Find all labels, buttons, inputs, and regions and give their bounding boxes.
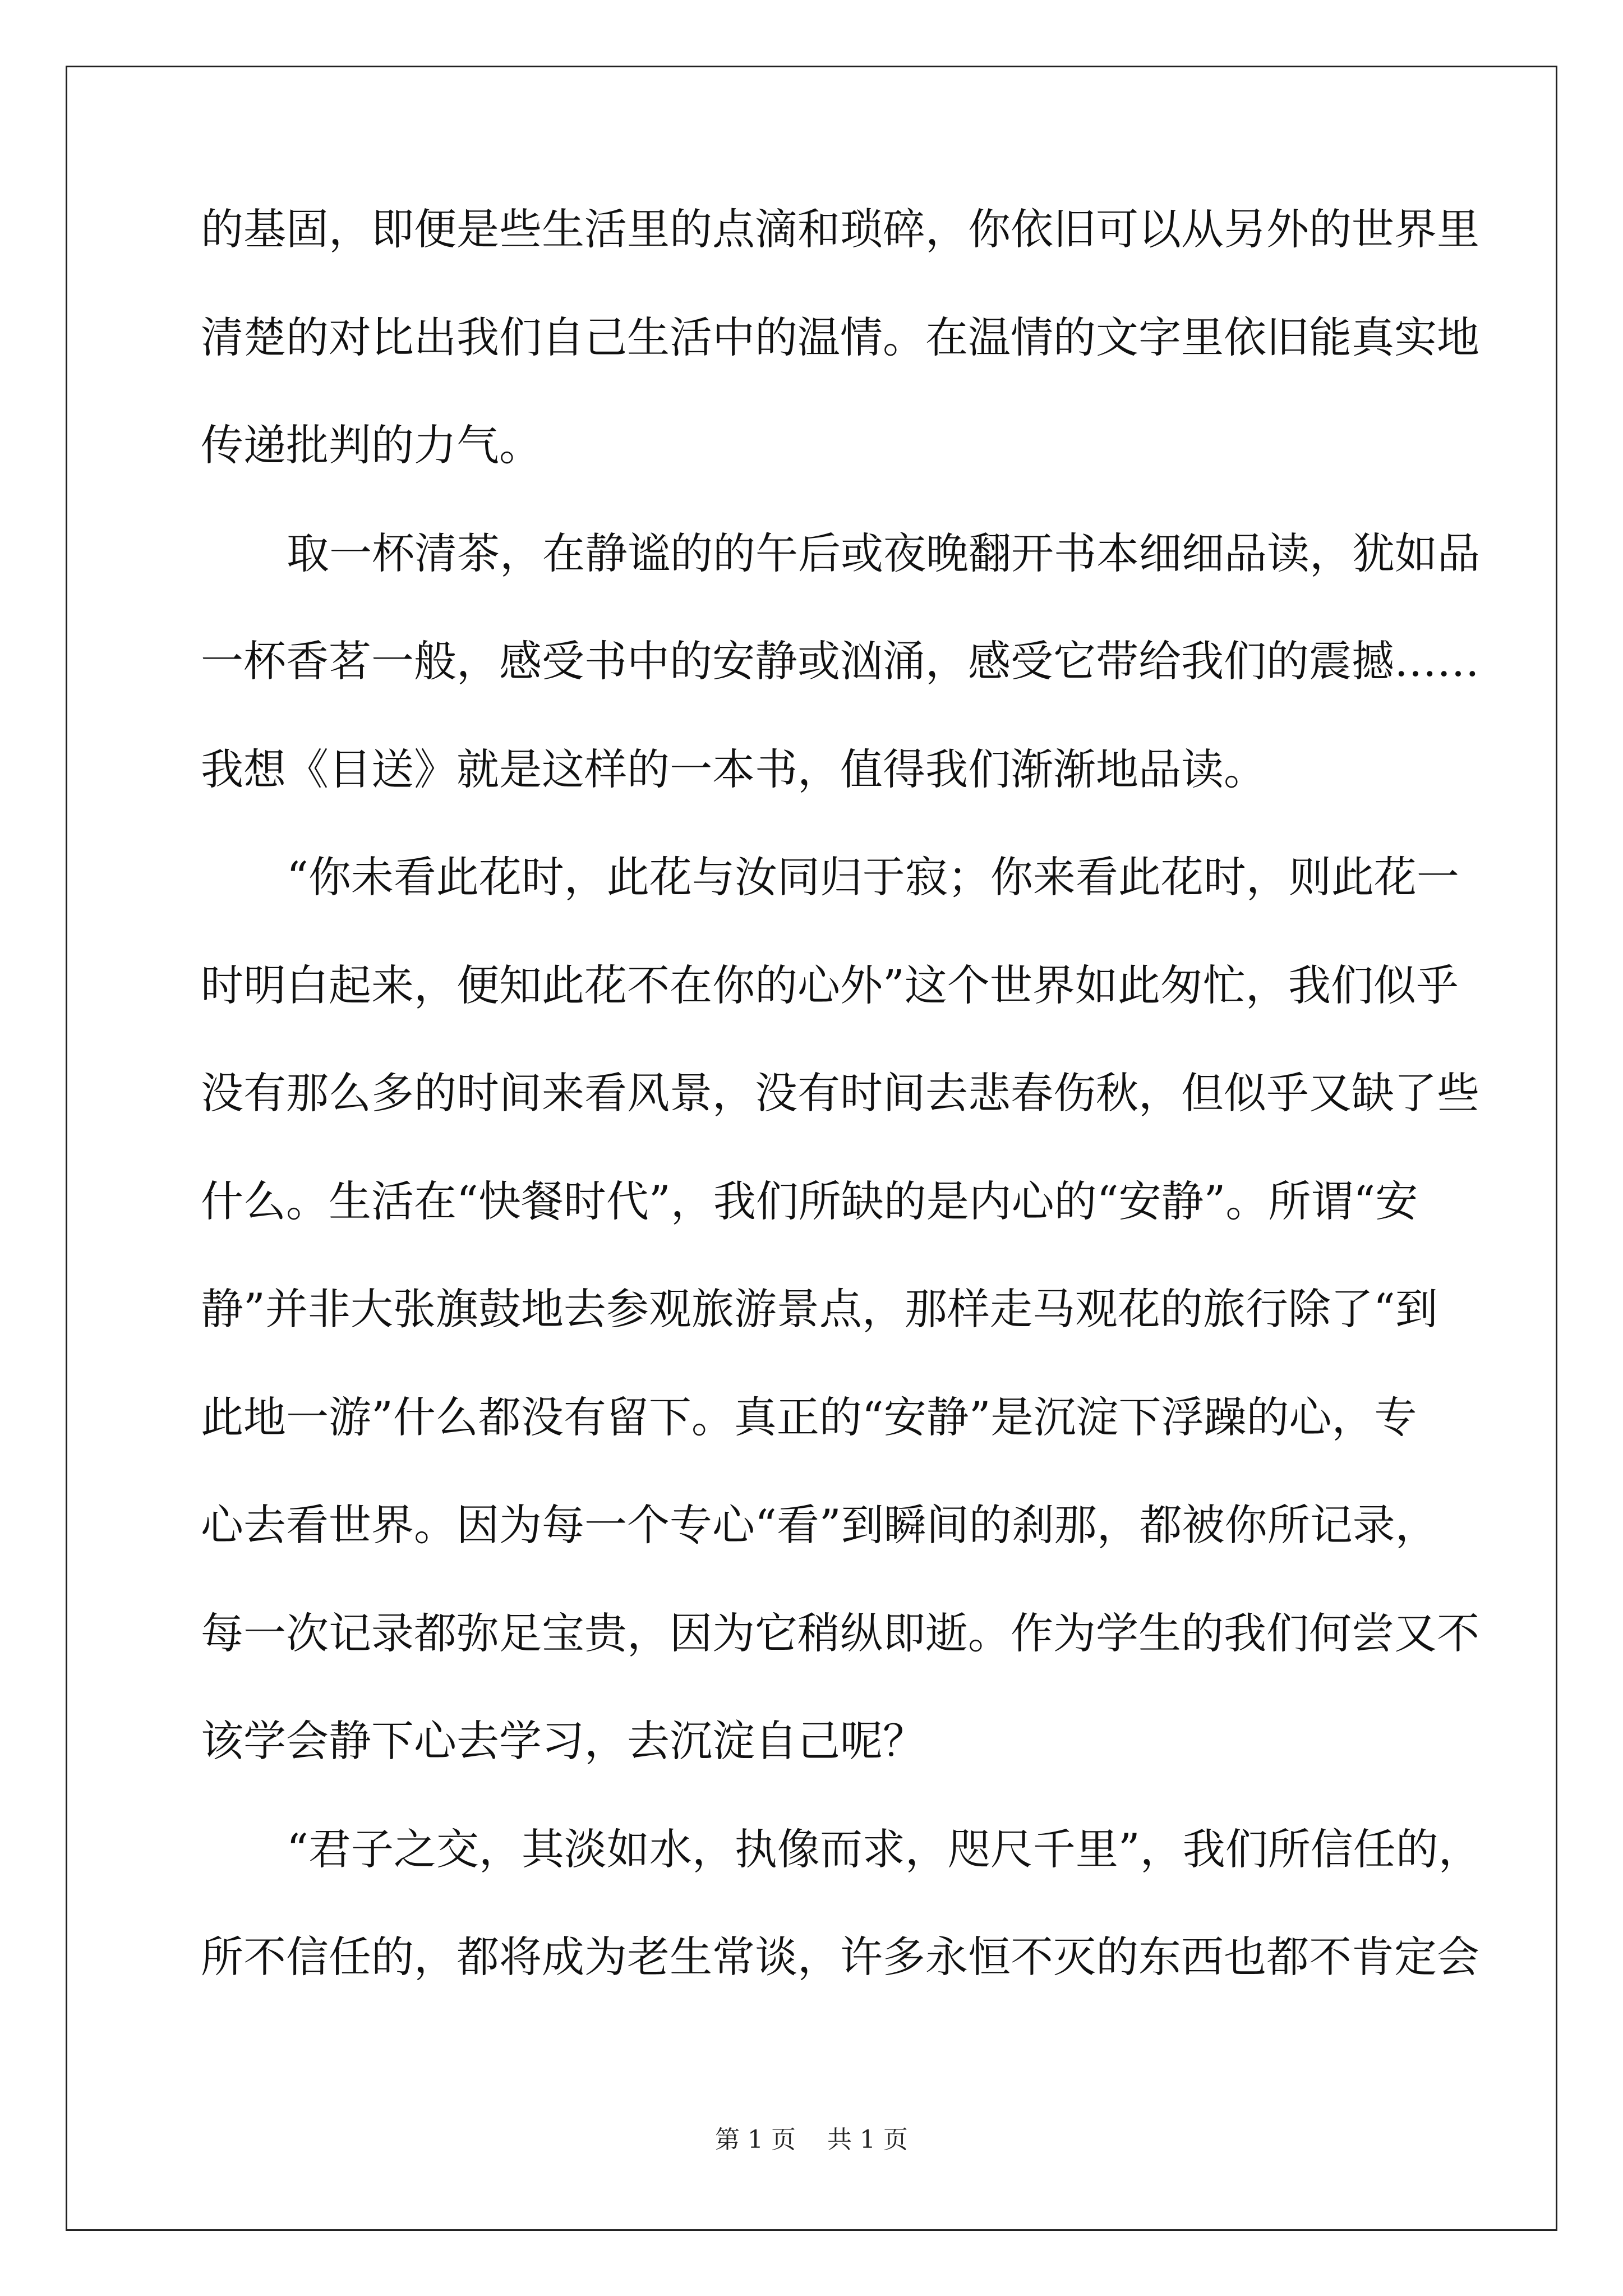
document-body xyxy=(201,204,1481,2044)
text-line: 没有那么多的时间来看风景，没有时间去悲春伤秋，但似乎又缺了些 xyxy=(201,1068,1479,1118)
paragraph-start-line: “你未看此花时，此花与汝同归于寂；你来看此花时，则此花一 xyxy=(287,852,1459,902)
page-number-footer: 第 1 页 共 1 页 xyxy=(715,2125,908,2154)
text-line: 所不信任的，都将成为老生常谈，许多永恒不灭的东西也都不肯定会 xyxy=(201,1932,1479,1982)
text-line: 每一次记录都弥足宝贵，因为它稍纵即逝。作为学生的我们何尝又不 xyxy=(201,1608,1479,1658)
text-line: 我想《目送》就是这样的一本书，值得我们渐渐地品读。 xyxy=(201,744,1266,794)
paragraph-start-line: 取一杯清茶，在静谧的的午后或夜晚翻开书本细细品读，犹如品 xyxy=(287,528,1480,578)
text-line: 心去看世界。因为每一个专心“看”到瞬间的刹那，都被你所记录， xyxy=(201,1500,1438,1550)
text-line: 清楚的对比出我们自己生活中的温情。在温情的文字里依旧能真实地 xyxy=(201,312,1479,362)
text-line: 的基固，即便是些生活里的点滴和琐碎，你依旧可以从另外的世界里 xyxy=(201,204,1479,254)
text-line: 时明白起来，便知此花不在你的心外”这个世界如此匆忙，我们似乎 xyxy=(201,960,1459,1010)
text-line: 此地一游”什么都没有留下。真正的“安静”是沉淀下浮躁的心，专 xyxy=(201,1392,1417,1442)
text-line: 该学会静下心去学习，去沉淀自己呢？ xyxy=(201,1716,925,1766)
text-line: 什么。生活在“快餐时代”，我们所缺的是内心的“安静”。所谓“安 xyxy=(201,1176,1418,1226)
paragraph-start-line: “君子之交，其淡如水，执像而求，咫尺千里”，我们所信任的， xyxy=(287,1824,1481,1874)
text-line: 传递批判的力气。 xyxy=(201,420,542,470)
text-line: 一杯香茗一般，感受书中的安静或汹涌，感受它带给我们的震撼…… xyxy=(201,636,1479,686)
text-line: 静”并非大张旗鼓地去参观旅游景点，那样走马观花的旅行除了“到 xyxy=(201,1284,1438,1334)
